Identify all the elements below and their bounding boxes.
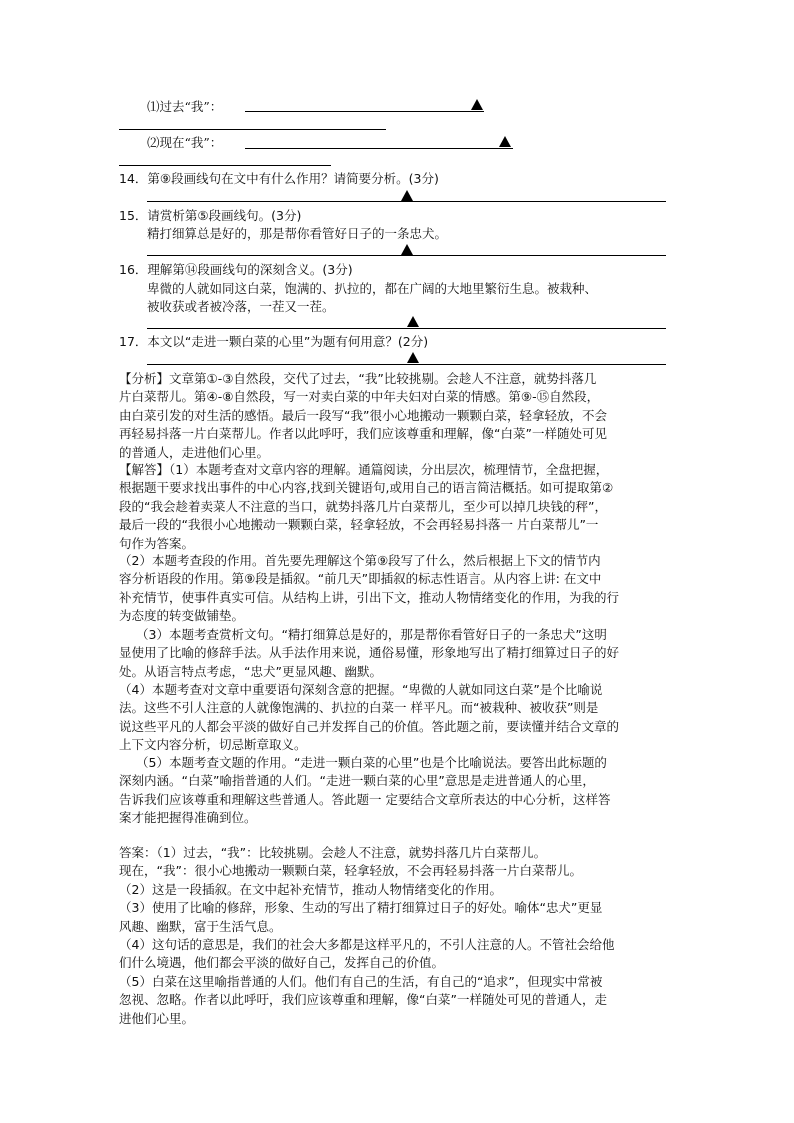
solution-paragraph-5 [119, 754, 675, 828]
analysis-line: 片白菜帮儿。第④-⑧自然段，写一对卖白菜的中年夫妇对白菜的情感。第⑨-⑮自然段， [119, 389, 600, 405]
solution-line: 【解答】（1）本题考查对文章内容的理解。通篇阅读，分出层次，梳理情节，全盘把握， [119, 462, 609, 477]
answer-line: 风趣、幽默，富于生活气息。 [119, 918, 282, 934]
solution-paragraph-4 [119, 681, 675, 755]
answer-line: （5）白菜在这里喻指普通的人们。他们有自己的生活，有自己的“追求”，但现实中常被 [119, 973, 603, 989]
solution-line: 补充情节，使事件真实可信。从结构上讲，引出下文，推动人物情绪变化的作用，为我的行 [119, 589, 620, 605]
solution-line: （2）本题考查段的作用。首先要先理解这个第⑨段写了什么，然后根据上下文的情节内 [119, 553, 601, 568]
solution-line: 告诉我们应该尊重和理解这些普通人。答此题一 定要结合文章所表达的中心分析，这样答 [119, 791, 611, 807]
answer-line: （2）这是一段插叙。在文中起补充情节，推动人物情绪变化的作用。 [119, 881, 502, 897]
solution-paragraph-3 [119, 626, 675, 681]
triangle-marker-icon [499, 136, 511, 147]
triangle-marker-icon [401, 190, 413, 201]
answer-line: （4）这句话的意思是，我们的社会大多都是这样平凡的，不引人注意的人。不管社会给他 [119, 937, 615, 953]
answer-blank-line [147, 364, 666, 365]
triangle-marker-icon [407, 316, 419, 327]
solution-line: 深刻内涵。“白菜”喻指普通的人们。“走进一颗白菜的心里”意思是走进普通人的心里， [119, 773, 595, 789]
solution-line: （4）本题考查对文章中重要语句深刻含意的把握。“卑微的人就如同这白菜”是个比喻说 [119, 682, 603, 697]
analysis-line: 由白菜引发的对生活的感悟。最后一段写“我”很小心地搬动一颗颗白菜，轻拿轻放，不会 [119, 407, 607, 423]
question-17: 17．本文以“走进一颗白菜的心里”为题有何用意？(2分) [119, 334, 429, 349]
answers-paragraph [119, 844, 675, 1028]
answer-line: 们什么境遇，他们都会平淡的做好自己，发挥自己的价值。 [119, 955, 445, 971]
solution-line: 案才能把握得准确到位。 [119, 810, 257, 826]
question-14: 14．第⑨段画线句在文中有什么作用？请简要分析。(3分) [119, 171, 439, 186]
triangle-marker-icon [407, 352, 419, 363]
analysis-paragraph [119, 370, 675, 462]
answer-blank-line [119, 129, 386, 130]
answer-blank-line [245, 111, 484, 112]
answer-line: 忽视、忽略。作者以此呼吁，我们应该尊重和理解，像“白菜”一样随处可见的普通人，走 [119, 992, 607, 1008]
solution-line: 句作为答案。 [119, 535, 195, 551]
solution-line: 根据题干要求找出事件的中心内容,找到关键语句,或用自己的语言简洁概括。如可提取第② [119, 480, 614, 496]
solution-paragraph-2 [119, 552, 675, 626]
answer-line: 答案：（1）过去，“我”：比较挑剔。会趁人不注意，就势抖落几片白菜帮儿。 [119, 845, 547, 860]
answer-blank-line [147, 328, 666, 329]
question-16: 16．理解第⑭段画线句的深刻含义。(3分) [119, 262, 353, 277]
solution-line: 最后一段的“我很小心地搬动一颗颗白菜，轻拿轻放，不会再轻易抖落一 片白菜帮儿”一 [119, 517, 599, 533]
solution-line: 容分析语段的作用。第⑨段是插叙。“前几天”即插叙的标志性语言。从内容上讲: 在文中 [119, 571, 602, 587]
answer-line: 进他们心里。 [119, 1010, 195, 1026]
solution-line: 法。这些不引人注意的人就像饱满的、扒拉的白菜一 样平凡。而“被栽种、被收获”则是 [119, 700, 599, 716]
solution-line: （3）本题考查赏析文句。“精打细算总是好的，那是帮你看管好日子的一条忠犬”这明 [136, 627, 607, 642]
solution-line: 段的“我会趁着卖菜人不注意的当口，就势抖落几片白菜帮儿，至少可以掉几块钱的秤”， [119, 498, 607, 514]
fill-label-past: ⑴过去“我”： [147, 99, 223, 114]
answer-blank-line [147, 255, 666, 256]
fill-label-now: ⑵现在“我”： [147, 135, 223, 150]
solution-line: （5）本题考查文题的作用。“走进一颗白菜的心里”也是个比喻说法。要答出此标题的 [136, 755, 607, 770]
answer-line: 现在，“我”：很小心地搬动一颗颗白菜，轻拿轻放，不会再轻易抖落一片白菜帮儿。 [119, 863, 582, 879]
answer-blank-line [119, 165, 331, 166]
triangle-marker-icon [401, 244, 413, 255]
solution-line: 处。从语言特点考虑，“忠犬”更显风趣、幽默。 [119, 663, 382, 679]
analysis-line: 的普通人，走进他们心里。 [119, 444, 270, 460]
triangle-marker-icon [471, 99, 483, 110]
question-15: 15．请赏析第⑤段画线句。(3分) [119, 208, 302, 223]
solution-line: 显使用了比喻的修辞手法。从手法作用来说，通俗易懂，形象地写出了精打细算过日子的好 [119, 645, 620, 661]
solution-line: 为态度的转变做铺垫。 [119, 608, 245, 624]
solution-line: 上下文内容分析，切忌断章取义。 [119, 737, 307, 753]
quote-16-line: 卑微的人就如同这白菜，饱满的、扒拉的，都在广阔的大地里繁衍生息。被栽种、 [147, 281, 598, 296]
answer-blank-line [245, 148, 513, 149]
analysis-line: 再轻易抖落一片白菜帮儿。作者以此呼吁，我们应该尊重和理解，像“白菜”一样随处可见 [119, 426, 607, 442]
solution-paragraph-1 [119, 461, 675, 553]
analysis-line: 【分析】文章第①-③自然段，交代了过去，“我”比较挑剔。会趁人不注意，就势抖落几 [119, 371, 597, 386]
quote-16-line: 被收获或者被冷落，一茬又一茬。 [147, 299, 335, 314]
answer-line: （3）使用了比喻的修辞，形象、生动的写出了精打细算过日子的好处。喻体“忠犬”更显 [119, 900, 603, 916]
solution-line: 说这些平凡的人都会平淡的做好自己并发挥自己的价值。答此题之前，要读懂并结合文章的 [119, 718, 620, 734]
quote-15: 精打细算总是好的，那是帮你看管好日子的一条忠犬。 [147, 226, 448, 241]
answer-blank-line [147, 201, 666, 202]
